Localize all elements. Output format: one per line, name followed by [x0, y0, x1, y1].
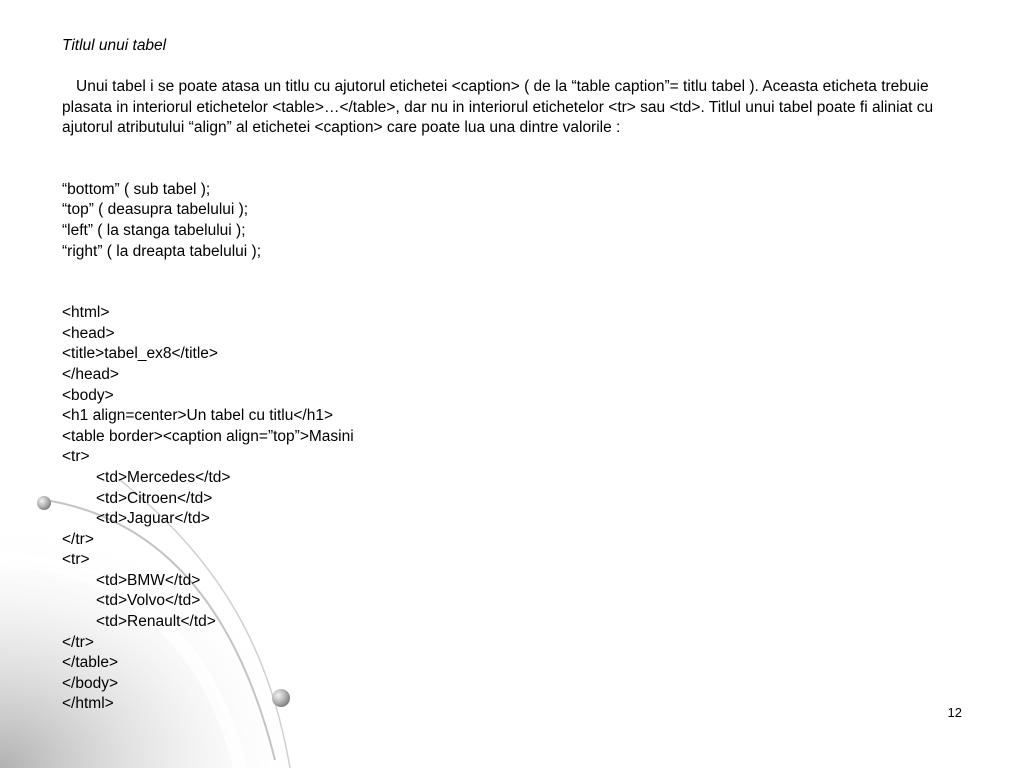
- code-line: <tr>: [62, 551, 90, 569]
- code-line: <td>Renault</td>: [96, 613, 216, 631]
- align-value-right: “right” ( la dreapta tabelului );: [62, 242, 262, 260]
- code-line: <tr>: [62, 448, 90, 466]
- code-line: <td>Citroen</td>: [96, 489, 213, 507]
- code-line: <td>Volvo</td>: [96, 592, 201, 610]
- align-values-list: [62, 180, 962, 262]
- code-line: </head>: [62, 365, 119, 383]
- align-value-left: “left” ( la stanga tabelului );: [62, 221, 246, 239]
- code-line: <body>: [62, 386, 114, 404]
- slide-title: Titlul unui tabel: [62, 37, 167, 54]
- code-line: <head>: [62, 324, 115, 342]
- align-value-top: “top” ( deasupra tabelului );: [62, 201, 249, 219]
- code-line: <title>tabel_ex8</title>: [62, 345, 218, 363]
- code-line: <html>: [62, 304, 110, 322]
- code-line: </body>: [62, 674, 119, 692]
- code-line: <table border><caption align=”top”>Masini: [62, 427, 354, 445]
- align-value-bottom: “bottom” ( sub tabel );: [62, 180, 211, 198]
- code-line: </table>: [62, 654, 119, 672]
- code-example: [62, 303, 962, 715]
- code-line: </html>: [62, 695, 114, 713]
- slide-content: [62, 36, 962, 715]
- page-number: 12: [947, 705, 962, 720]
- code-line: <h1 align=center>Un tabel cu titlu</h1>: [62, 407, 334, 425]
- code-line: <td>Mercedes</td>: [96, 468, 231, 486]
- decor-orb-left: [37, 496, 51, 510]
- code-line: <td>Jaguar</td>: [96, 510, 210, 528]
- intro-paragraph: Unui tabel i se poate atasa un titlu cu ajutorul etichetei <caption> ( de la “table caption”= titlu tabel ). Aceasta eticheta trebuie plasata in interiorul etichetelor <table>…</table>, dar nu in interiorul etichetelor <tr> sau <td>. Titlul unui tabel poate fi aliniat cu ajutorul atributului “align” al etichetei <caption> care poate lua una dintre valorile :: [62, 78, 934, 137]
- code-line: </tr>: [62, 633, 94, 651]
- code-line: </tr>: [62, 530, 94, 548]
- code-line: <td>BMW</td>: [96, 571, 201, 589]
